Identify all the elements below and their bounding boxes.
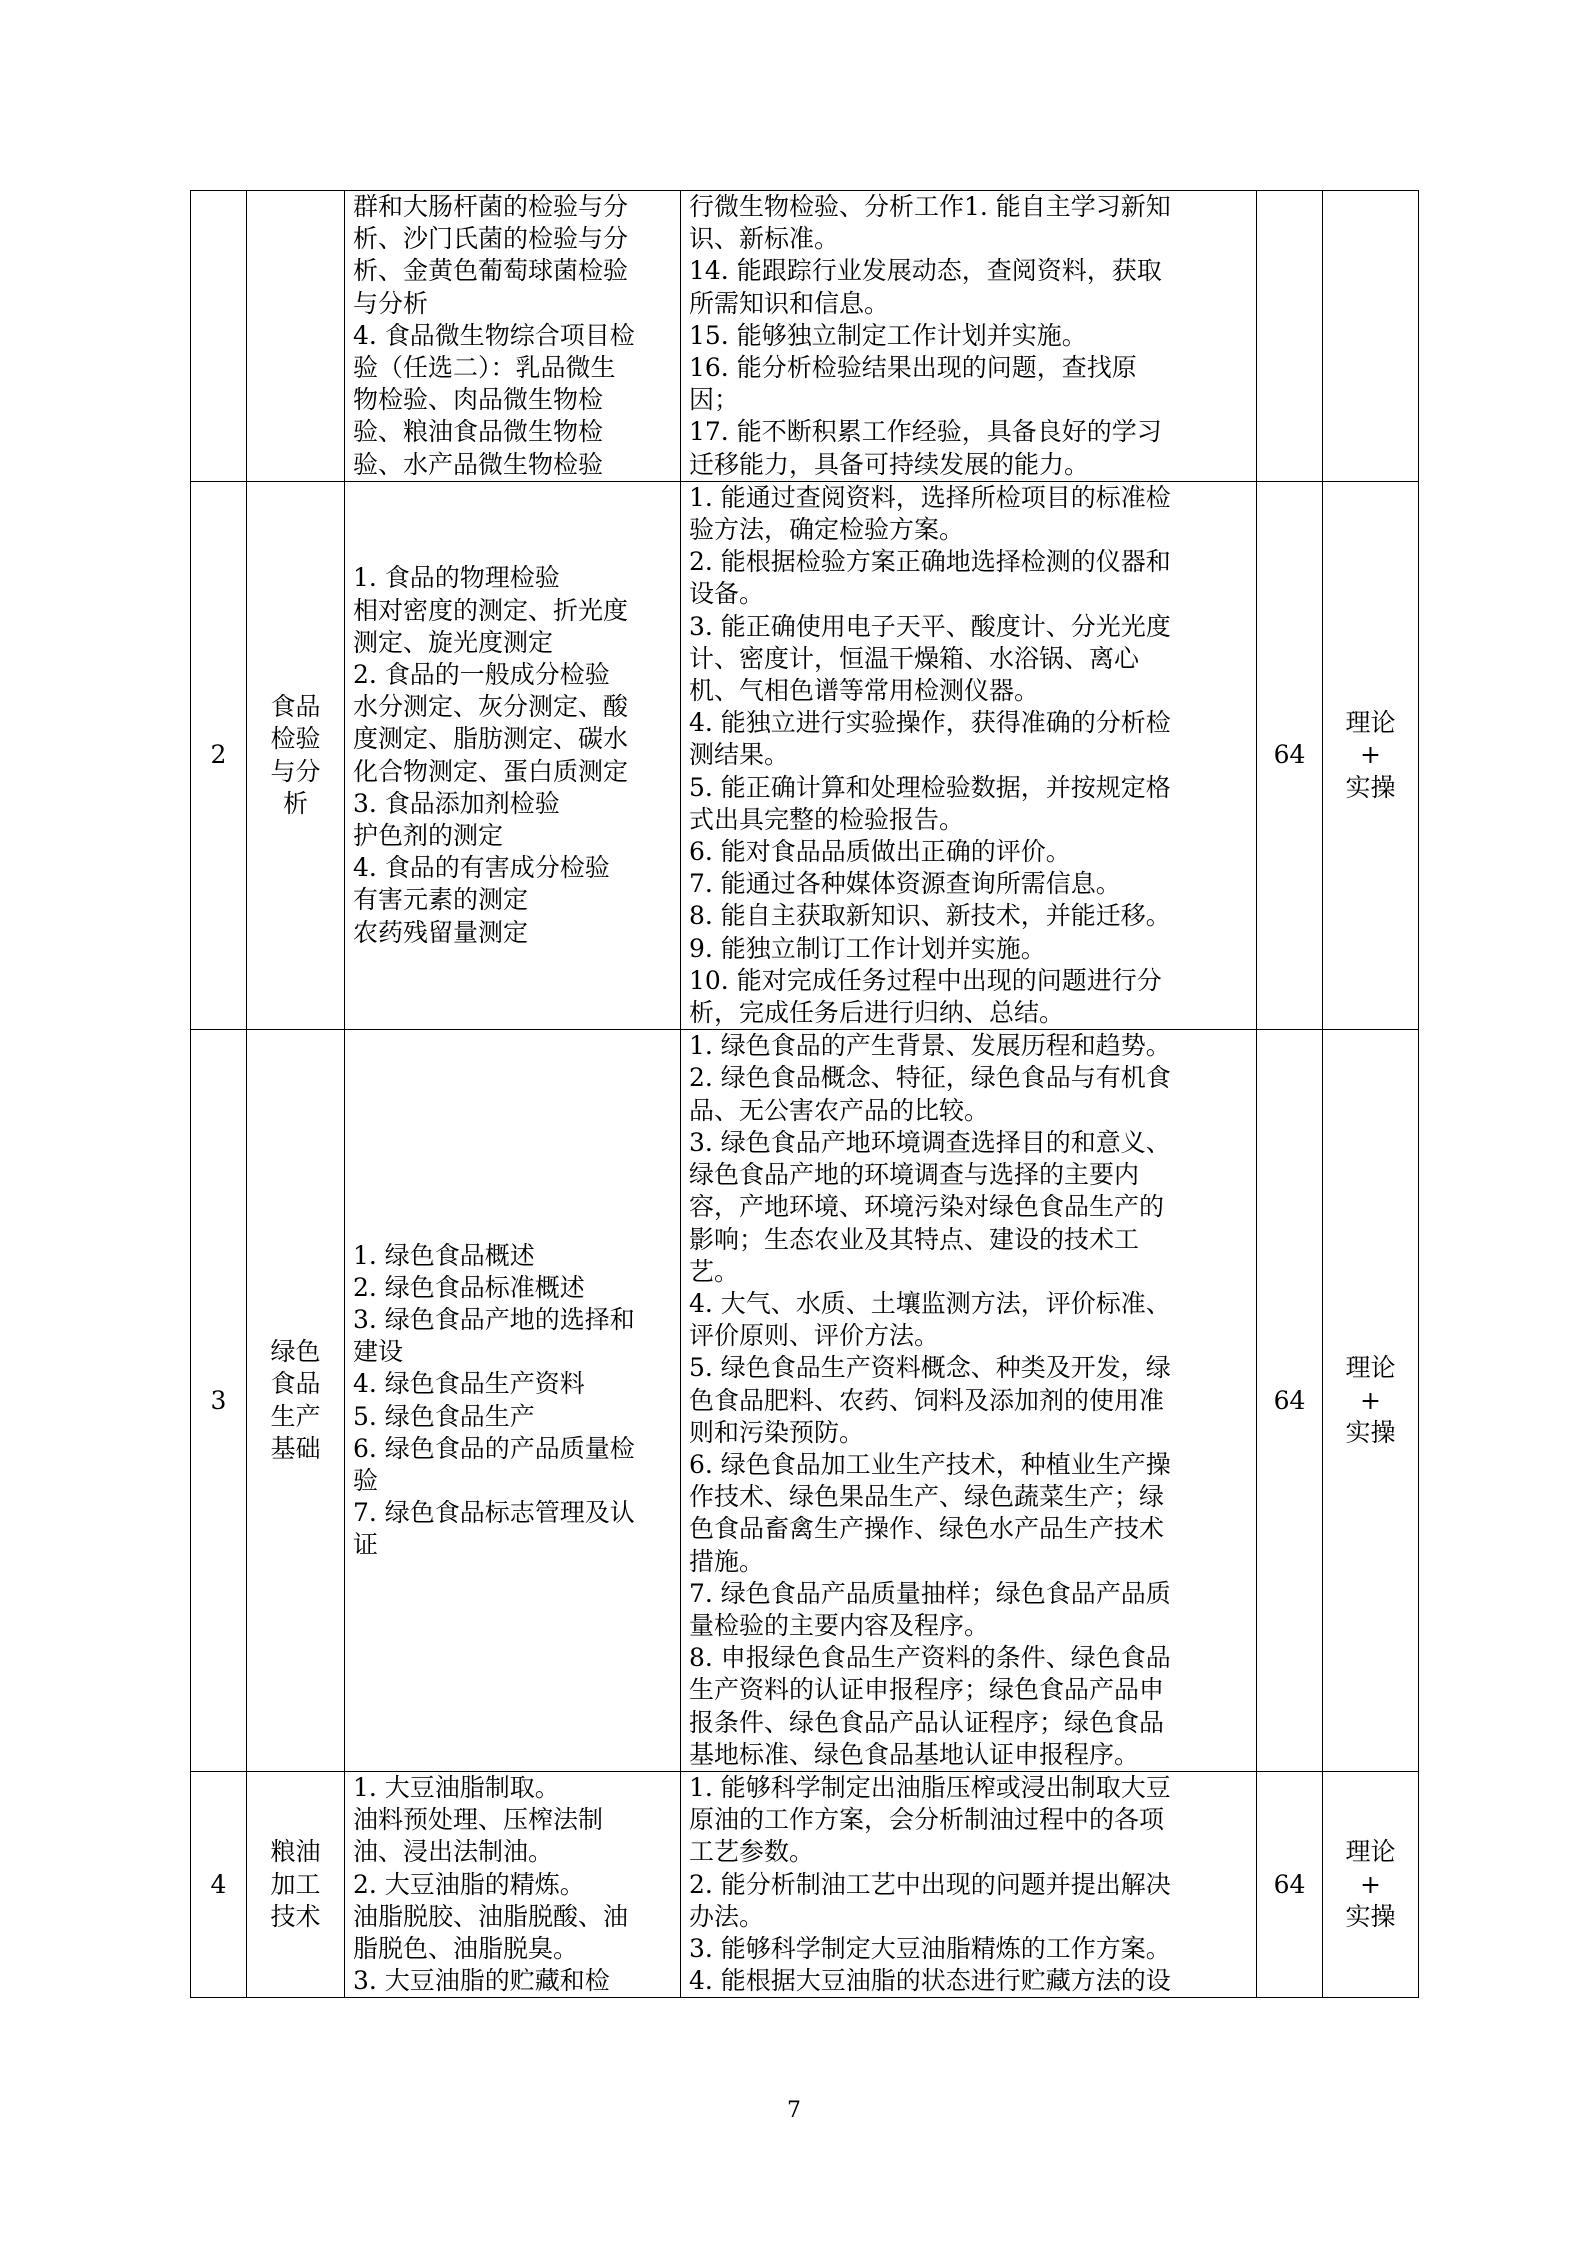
ability-line: 艺。 <box>689 1256 740 1286</box>
row-number: 3 <box>210 1385 227 1415</box>
course-name-cell <box>247 191 345 482</box>
table-row <box>191 481 1419 1029</box>
content-line: 证 <box>353 1530 379 1560</box>
ability-line: 14. 能跟踪行业发展动态，查阅资料，获取 <box>689 256 1162 286</box>
teaching-mode-line: 实操 <box>1345 772 1396 802</box>
ability-line: 因； <box>689 385 740 415</box>
ability-line: 绿色食品产地的环境调查与选择的主要内 <box>689 1160 1140 1190</box>
ability-line: 8. 申报绿色食品生产资料的条件、绿色食品 <box>689 1643 1171 1673</box>
content-line: 度测定、脂肪测定、碳水 <box>353 724 629 754</box>
content-line: 油料预处理、压榨法制 <box>353 1805 604 1835</box>
page-number: 7 <box>787 2098 801 2123</box>
ability-line: 5. 绿色食品生产资料概念、种类及开发，绿 <box>689 1353 1171 1383</box>
ability-line: 基地标准、绿色食品基地认证申报程序。 <box>689 1739 1140 1769</box>
hours-value: 64 <box>1273 1869 1306 1899</box>
ability-line: 工艺参数。 <box>689 1837 815 1867</box>
teaching-mode-line: 实操 <box>1345 1417 1396 1447</box>
content-line: 2. 大豆油脂的精炼。 <box>353 1869 585 1899</box>
content-line: 1. 大豆油脂制取。 <box>353 1772 560 1802</box>
teaching-mode-line: 实操 <box>1345 1901 1396 1931</box>
hours-value: 64 <box>1273 740 1306 770</box>
ability-line: 计、密度计，恒温干燥箱、水浴锅、离心 <box>689 643 1140 673</box>
course-name-cell <box>247 481 345 1029</box>
content-line: 验 <box>353 1466 379 1496</box>
content-line: 有害元素的测定 <box>353 885 529 915</box>
content-line: 1. 食品的物理检验 <box>353 563 560 593</box>
row-number: 4 <box>210 1869 227 1899</box>
ability-line: 色食品畜禽生产操作、绿色水产品生产技术 <box>689 1514 1165 1544</box>
ability-line: 则和污染预防。 <box>689 1417 865 1447</box>
ability-line: 7. 能通过各种媒体资源查询所需信息。 <box>689 869 1121 899</box>
content-line: 农药残留量测定 <box>353 917 529 947</box>
course-name: 食品检验与分析 <box>270 692 321 818</box>
course-content-cell <box>345 481 681 1029</box>
ability-line: 2. 绿色食品概念、特征，绿色食品与有机食 <box>689 1063 1171 1093</box>
content-line: 3. 绿色食品产地的选择和 <box>353 1305 635 1334</box>
ability-line: 3. 绿色食品产地环境调查选择目的和意义、 <box>689 1127 1171 1157</box>
ability-requirement-cell <box>681 191 1257 482</box>
hours-cell <box>1257 191 1323 482</box>
content-line: 7. 绿色食品标志管理及认 <box>353 1498 635 1528</box>
content-line: 物检验、肉品微生物检 <box>353 385 604 415</box>
content-line: 6. 绿色食品的产品质量检 <box>353 1433 635 1463</box>
teaching-mode-cell <box>1323 1030 1419 1772</box>
course-content-cell <box>345 1030 681 1772</box>
content-line: 4. 食品微生物综合项目检 <box>353 320 635 350</box>
ability-line: 量检验的主要内容及程序。 <box>689 1610 990 1640</box>
ability-line: 作技术、绿色果品生产、绿色蔬菜生产；绿 <box>689 1482 1165 1512</box>
ability-line: 评价原则、评价方法。 <box>689 1321 940 1351</box>
ability-line: 识、新标准。 <box>689 224 840 254</box>
ability-line: 3. 能够科学制定大豆油脂精炼的工作方案。 <box>689 1933 1171 1963</box>
ability-line: 设备。 <box>689 579 765 609</box>
content-line: 1. 绿色食品概述 <box>353 1240 535 1270</box>
content-line: 2. 食品的一般成分检验 <box>353 659 610 689</box>
ability-line: 9. 能独立制订工作计划并实施。 <box>689 933 1046 963</box>
content-line: 群和大肠杆菌的检验与分 <box>353 192 629 221</box>
ability-line: 1. 能通过查阅资料，选择所检项目的标准检 <box>689 482 1171 512</box>
content-line: 油脂脱胶、油脂脱酸、油 <box>353 1901 629 1931</box>
hours-value: 64 <box>1273 1385 1306 1415</box>
course-name-cell <box>247 1030 345 1772</box>
teaching-mode-line: 理论 <box>1345 708 1396 738</box>
content-line: 3. 食品添加剂检验 <box>353 788 560 818</box>
content-line: 析、沙门氏菌的检验与分 <box>353 224 629 254</box>
course-name: 粮油加工技术 <box>270 1837 321 1931</box>
ability-line: 式出具完整的检验报告。 <box>689 804 965 834</box>
teaching-mode-line: 理论 <box>1345 1353 1396 1383</box>
row-number-cell <box>191 1030 247 1772</box>
ability-line: 16. 能分析检验结果出现的问题，查找原 <box>689 353 1137 383</box>
ability-line: 影响；生态农业及其特点、建设的技术工 <box>689 1224 1140 1254</box>
hours-cell <box>1257 1030 1323 1772</box>
ability-line: 色食品肥料、农药、饲料及添加剂的使用准 <box>689 1385 1165 1415</box>
ability-line: 2. 能分析制油工艺中出现的问题并提出解决 <box>689 1869 1171 1899</box>
content-line: 4. 食品的有害成分检验 <box>353 853 610 883</box>
ability-requirement-cell <box>681 1771 1257 1997</box>
ability-requirement-cell <box>681 481 1257 1029</box>
ability-line: 措施。 <box>689 1546 765 1576</box>
ability-line: 10. 能对完成任务过程中出现的问题进行分 <box>689 965 1162 995</box>
ability-line: 测结果。 <box>689 740 790 770</box>
content-line: 验、粮油食品微生物检 <box>353 417 604 447</box>
course-name-cell <box>247 1771 345 1997</box>
table-row <box>191 1771 1419 1997</box>
content-line: 4. 绿色食品生产资料 <box>353 1369 585 1399</box>
ability-line: 8. 能自主获取新知识、新技术，并能迁移。 <box>689 901 1171 931</box>
ability-line: 2. 能根据检验方案正确地选择检测的仪器和 <box>689 547 1171 577</box>
ability-line: 析，完成任务后进行归纳、总结。 <box>689 998 1065 1028</box>
ability-line: 4. 能根据大豆油脂的状态进行贮藏方法的设 <box>689 1966 1171 1996</box>
content-line: 2. 绿色食品标准概述 <box>353 1272 585 1302</box>
ability-line: 容，产地环境、环境污染对绿色食品生产的 <box>689 1192 1165 1222</box>
hours-cell <box>1257 1771 1323 1997</box>
ability-requirement-cell <box>681 1030 1257 1772</box>
teaching-mode-line: 理论 <box>1345 1837 1396 1867</box>
course-content-cell <box>345 191 681 482</box>
hours-cell <box>1257 481 1323 1029</box>
content-line: 建设 <box>353 1337 404 1367</box>
content-line: 验（任选二）：乳品微生 <box>353 353 616 383</box>
ability-line: 6. 绿色食品加工业生产技术，种植业生产操 <box>689 1449 1171 1479</box>
content-line: 与分析 <box>353 288 429 318</box>
ability-line: 品、无公害农产品的比较。 <box>689 1095 990 1125</box>
teaching-mode-line: + <box>1360 1385 1381 1415</box>
content-line: 化合物测定、蛋白质测定 <box>353 756 629 786</box>
ability-line: 7. 绿色食品产品质量抽样；绿色食品产品质 <box>689 1578 1171 1608</box>
table-row <box>191 191 1419 482</box>
ability-line: 迁移能力，具备可持续发展的能力。 <box>689 449 1090 479</box>
content-line: 验、水产品微生物检验 <box>353 449 604 479</box>
ability-line: 机、气相色谱等常用检测仪器。 <box>689 676 1040 706</box>
content-line: 油、浸出法制油。 <box>353 1837 554 1867</box>
teaching-mode-cell <box>1323 191 1419 482</box>
row-number-cell <box>191 191 247 482</box>
teaching-mode-cell <box>1323 481 1419 1029</box>
content-line: 水分测定、灰分测定、酸 <box>353 692 629 722</box>
ability-line: 报条件、绿色食品产品认证程序；绿色食品 <box>689 1707 1165 1737</box>
ability-line: 行微生物检验、分析工作1. 能自主学习新知 <box>689 192 1171 221</box>
course-name: 绿色食品生产基础 <box>270 1337 321 1463</box>
row-number-cell <box>191 1771 247 1997</box>
ability-line: 4. 大气、水质、土壤监测方法，评价标准、 <box>689 1288 1171 1318</box>
ability-line: 1. 绿色食品的产生背景、发展历程和趋势。 <box>689 1031 1171 1061</box>
ability-line: 17. 能不断积累工作经验，具备良好的学习 <box>689 417 1162 447</box>
ability-line: 15. 能够独立制定工作计划并实施。 <box>689 320 1087 350</box>
ability-line: 1. 能够科学制定出油脂压榨或浸出制取大豆 <box>689 1772 1171 1802</box>
ability-line: 5. 能正确计算和处理检验数据，并按规定格 <box>689 772 1171 802</box>
ability-line: 6. 能对食品品质做出正确的评价。 <box>689 837 1071 867</box>
teaching-mode-cell <box>1323 1771 1419 1997</box>
content-line: 析、金黄色葡萄球菌检验 <box>353 256 629 286</box>
ability-line: 所需知识和信息。 <box>689 288 890 318</box>
content-line: 测定、旋光度测定 <box>353 627 554 657</box>
content-line: 3. 大豆油脂的贮藏和检 <box>353 1966 610 1996</box>
ability-line: 生产资料的认证申报程序；绿色食品产品申 <box>689 1675 1165 1705</box>
ability-line: 4. 能独立进行实验操作，获得准确的分析检 <box>689 708 1171 738</box>
row-number: 2 <box>210 740 227 770</box>
content-line: 护色剂的测定 <box>353 820 504 850</box>
ability-line: 验方法，确定检验方案。 <box>689 515 965 545</box>
ability-line: 3. 能正确使用电子天平、酸度计、分光光度 <box>689 611 1171 641</box>
content-line: 5. 绿色食品生产 <box>353 1401 535 1431</box>
teaching-mode-line: + <box>1360 1869 1381 1899</box>
table-body <box>191 191 1419 1998</box>
ability-line: 原油的工作方案，会分析制油过程中的各项 <box>689 1805 1165 1835</box>
teaching-mode-line: + <box>1360 740 1381 770</box>
row-number-cell <box>191 481 247 1029</box>
ability-line: 办法。 <box>689 1901 765 1931</box>
curriculum-table <box>190 190 1419 1998</box>
table-row <box>191 1030 1419 1772</box>
content-line: 相对密度的测定、折光度 <box>353 595 629 625</box>
content-line: 脂脱色、油脂脱臭。 <box>353 1933 579 1963</box>
course-content-cell <box>345 1771 681 1997</box>
